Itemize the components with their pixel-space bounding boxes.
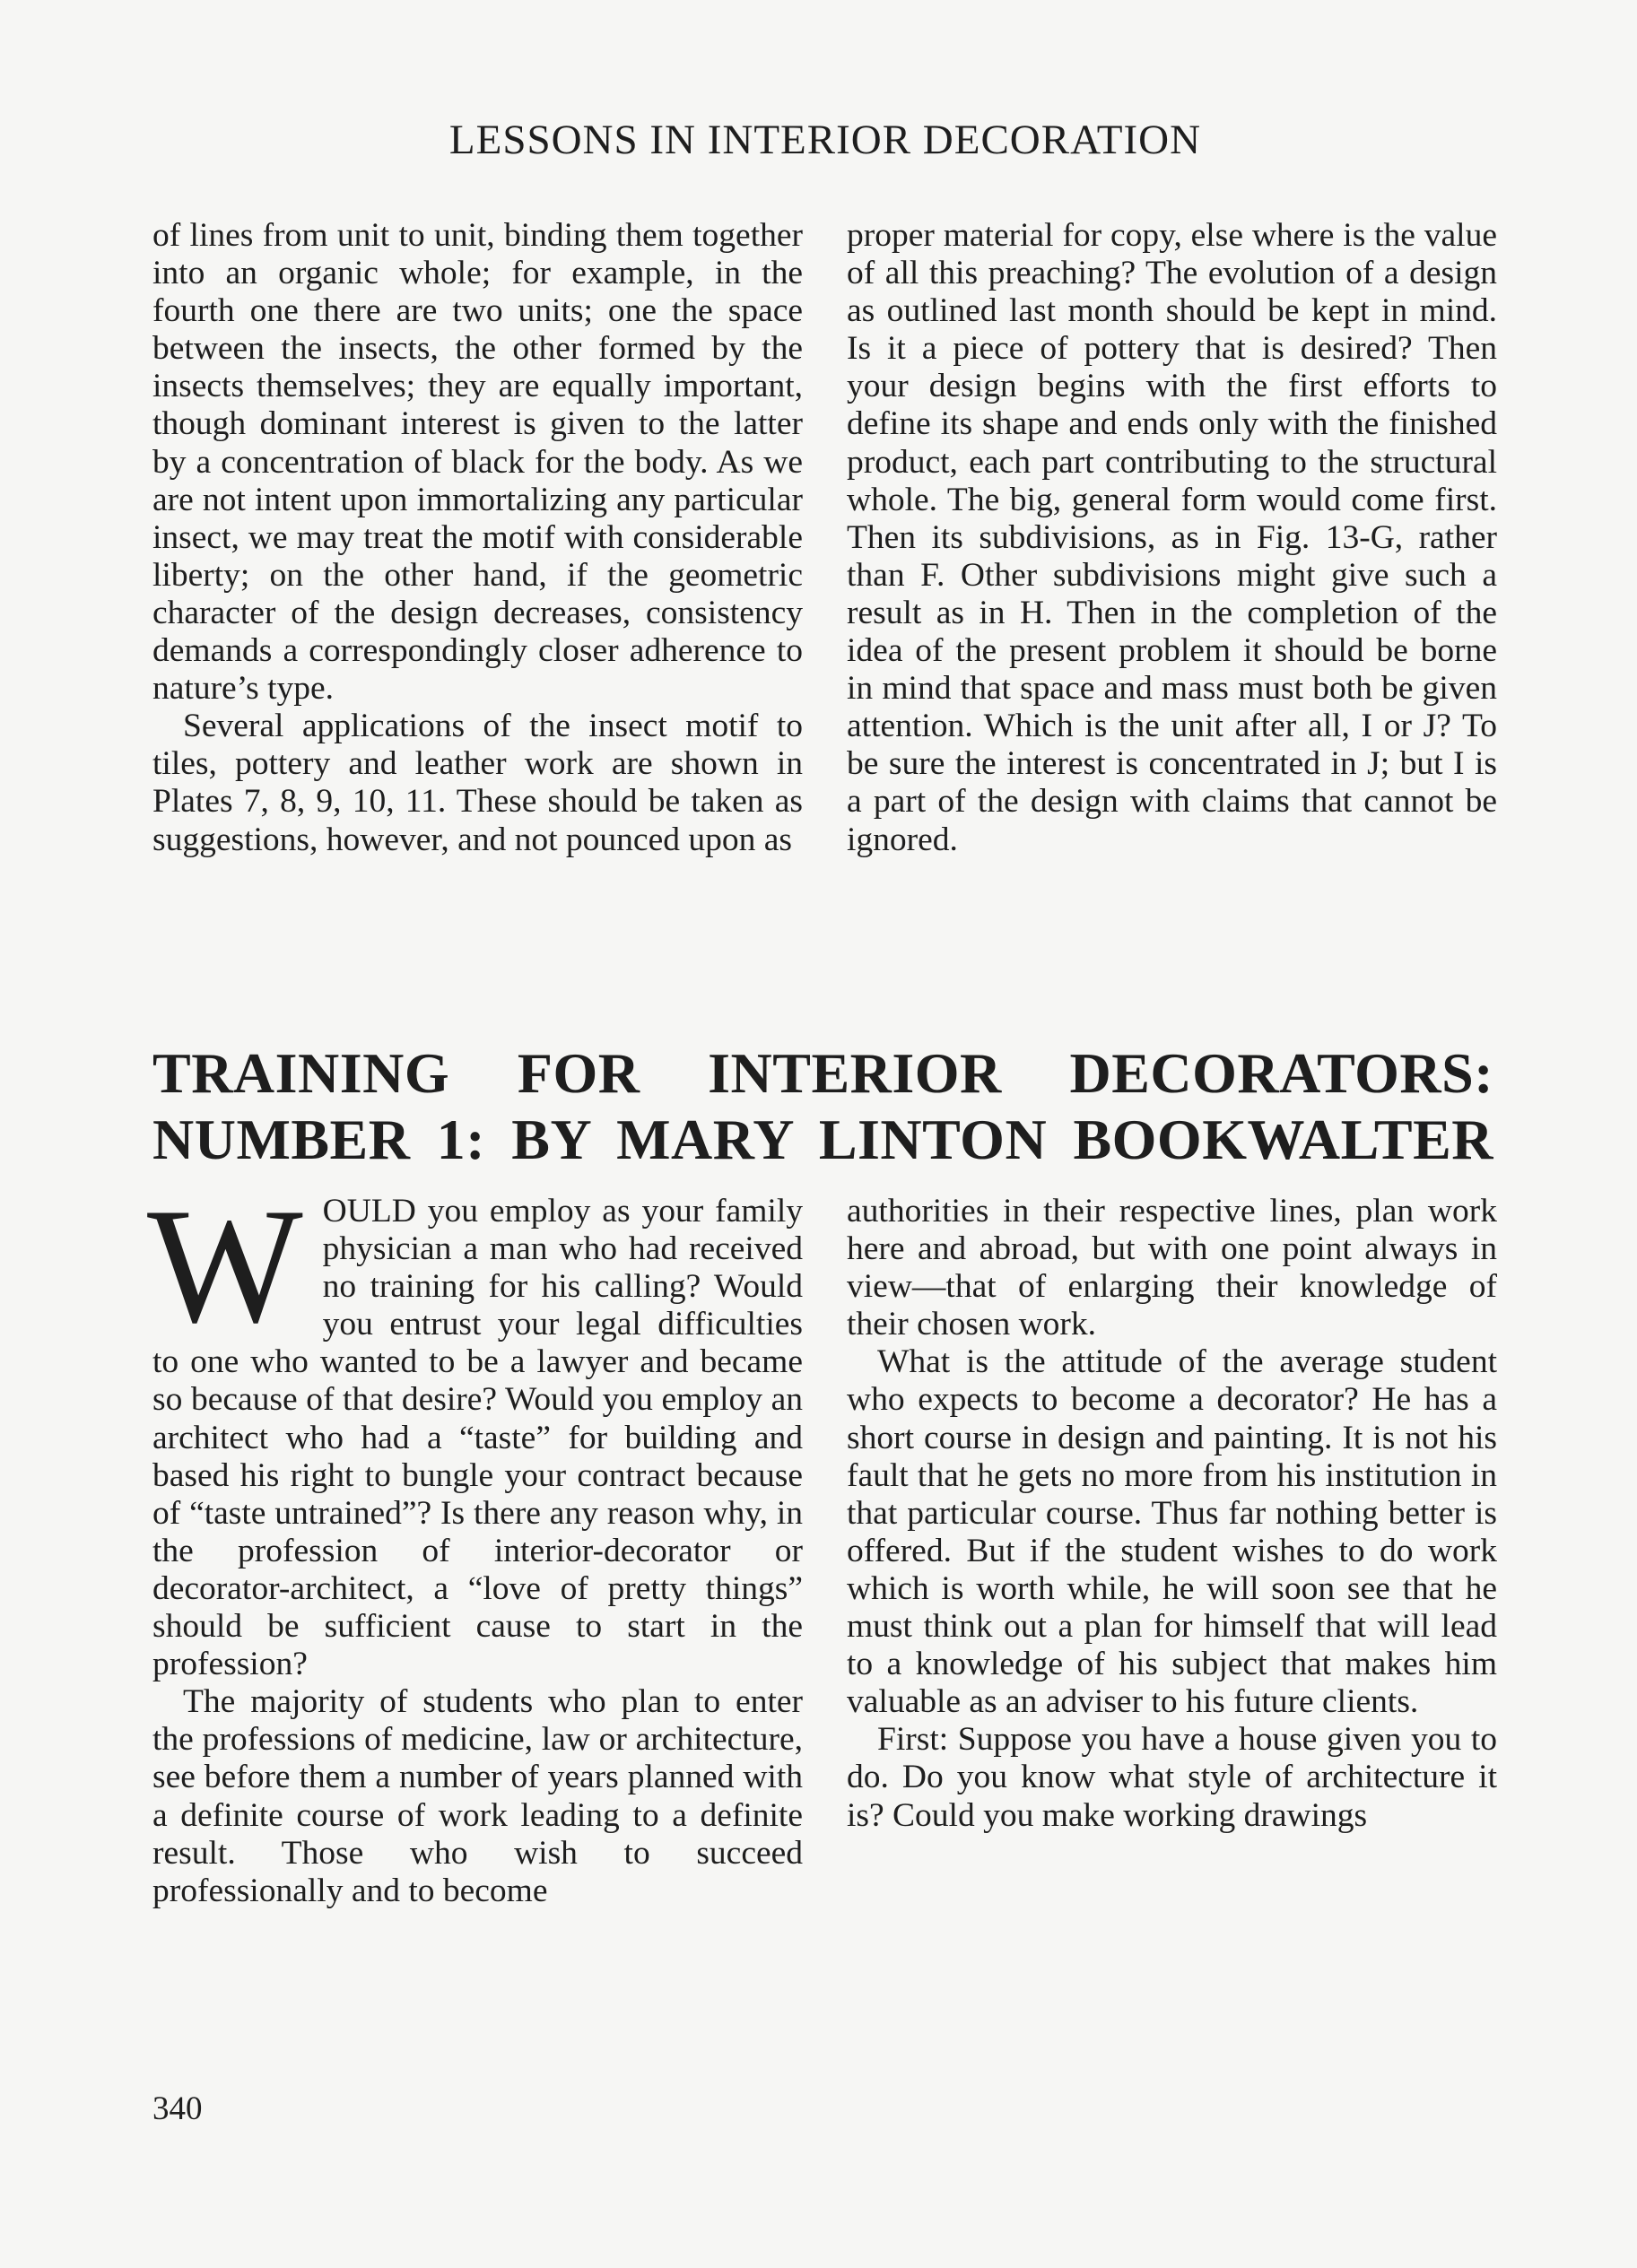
paragraph: authorities in their respective lines, plan work here and abroad, but with one point always in view—that of enlarging their knowledge of their chosen work. [847, 1193, 1497, 1343]
article-title-line: TRAINING FOR INTERIOR DECORATORS: [152, 1041, 1493, 1105]
opening-paragraph-text: OULD you employ as your family physician a man who had received no training for his calling? Would you entrust your legal difficulties to one who wanted to be a lawyer and became so because of that desire? Would you employ an architect who had a “taste” for building and based his right to bungle your contract because of “taste untrained”? Is there any reason why, in the profession of interior-decorator or decorator-architect, a “love of pretty things” should be sufficient cause to start in the profession? [152, 1193, 803, 1683]
running-head: LESSONS IN INTERIOR DECORATION [448, 117, 1202, 163]
opening-paragraph [147, 1174, 803, 1683]
top-left-column [152, 217, 803, 859]
drop-cap: W [147, 1174, 303, 1357]
paragraph: What is the attitude of the average student who expects to become a decorator? He has a short course in design and painting. It is not his fault that he gets no more from his institution in that particular course. Thus far nothing better is offered. But if the student wishes to do work which is worth while, he will soon see that he must think out a plan for himself that will lead to a knowledge of his subject that makes him valuable as an adviser to his future clients. [847, 1343, 1497, 1721]
paragraph: The majority of students who plan to enter the professions of medicine, law or architecture, see before them a number of years planned with a definite course of work leading to a definite result. Those who wish to succeed professionally and to become [152, 1683, 803, 1909]
paragraph: of lines from unit to unit, binding them together into an organic whole; for example, in the fourth one there are two units; one the space between the insects, the other formed by the insects themselves; they are equally important, though dominant interest is given to the latter by a concentration of black for the body. As we are not intent upon immortalizing any particular insect, we may treat the motif with considerable liberty; on the other hand, if the geometric character of the design decreases, consistency demands a correspondingly closer adherence to nature’s type. [152, 217, 803, 708]
bottom-right-column [847, 1193, 1497, 1835]
article-title [152, 1040, 1493, 1173]
paragraph: Several applications of the insect motif to tiles, pottery and leather work are shown in Plates 7, 8, 9, 10, 11. These should be taken as suggestions, however, and not pounced upon as [152, 708, 803, 858]
article-title-line: NUMBER 1: BY MARY LINTON BOOKWALTER [152, 1108, 1493, 1171]
bottom-left-column [147, 1174, 803, 1910]
top-right-column [847, 217, 1497, 859]
paragraph: proper material for copy, else where is the value of all this preaching? The evolution of a design as outlined last month should be kept in mind. Is it a piece of pottery that is desired? Then your design begins with the first efforts to define its shape and ends only with the finished product, each part contributing to the structural whole. The big, general form would come first. Then its subdivisions, as in Fig. 13-G, rather than F. Other subdivisions might give such a result as in H. Then in the completion of the idea of the present problem it should be borne in mind that space and mass must both be given attention. Which is the unit after all, I or J? To be sure the interest is concentrated in J; but I is a part of the design with claims that cannot be ignored. [847, 217, 1497, 858]
paragraph: First: Suppose you have a house given you to do. Do you know what style of architecture it is? Could you make working drawings [847, 1721, 1497, 1834]
page-number: 340 [152, 2090, 203, 2127]
